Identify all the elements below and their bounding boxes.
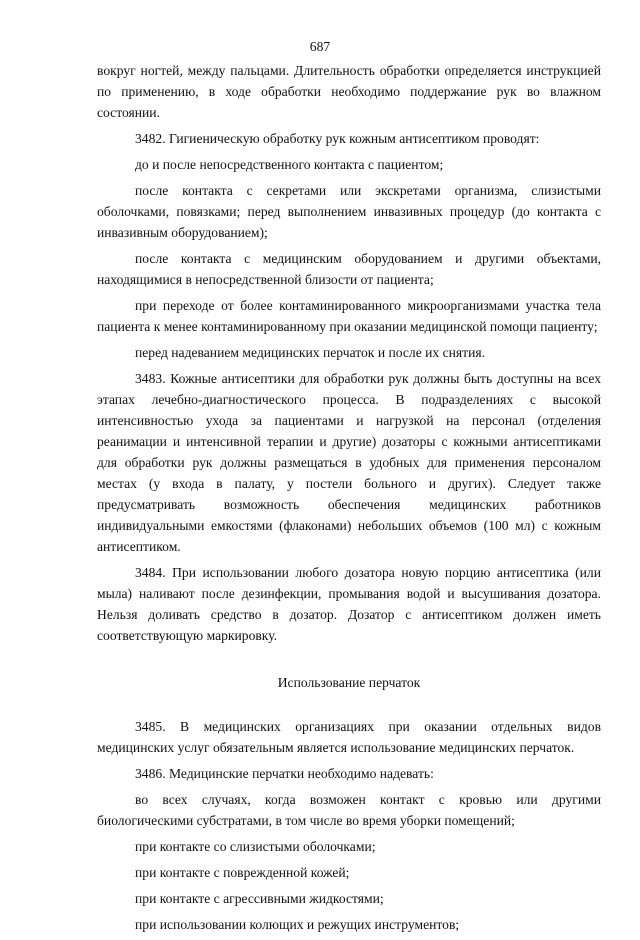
paragraph-3486: 3486. Медицинские перчатки необходимо надевать: [135, 766, 434, 781]
list-item: при контакте с агрессивными жидкостями; [135, 891, 384, 906]
list-item: перед надеванием медицинских перчаток и после их снятия. [135, 345, 486, 360]
list-item: после контакта с секретами или экскретами организма, слизистыми оболочками, повязками; перед выполнением инвазивных процедур (до контакта с инвазивным оборудованием); [97, 183, 601, 240]
paragraph-3483: 3483. Кожные антисептики для обработки рук должны быть доступны на всех этапах лечебно-диагностического процесса. В подразделениях с высокой интенсивностью ухода за пациентами и нагрузкой на персонал (отделения реанимации и интенсивной терапии и другие) дозаторы с кожными антисептиками для обработки рук должны размещаться в удобных для применения персоналом местах (у входа в палату, у постели больного и других). Следует также предусматривать возможность обеспечения медицинских работников индивидуальными емкостями (флаконами) небольших объемов (100 мл) с кожным антисептиком. [97, 371, 601, 554]
list-item: при контакте с поврежденной кожей; [135, 865, 350, 880]
list-item: при использовании колющих и режущих инструментов; [135, 917, 460, 932]
list-item: во всех случаях, когда возможен контакт с кровью или другими биологическими субстратами, в том числе во время уборки помещений; [97, 792, 601, 828]
document-body [97, 60, 601, 940]
section-heading: Использование перчаток [277, 675, 421, 690]
list-item: после контакта с медицинским оборудованием и другими объектами, находящимися в непосредственной близости от пациента; [97, 251, 601, 287]
paragraph-3484: 3484. При использовании любого дозатора новую порцию антисептика (или мыла) наливают после дезинфекции, промывания водой и высушивания дозатора. Нельзя доливать средство в дозатор. Дозатор с антисептиком должен иметь соответствующую маркировку. [97, 565, 601, 643]
list-item: до и после непосредственного контакта с пациентом; [135, 157, 444, 172]
list-item: при контакте со слизистыми оболочками; [135, 839, 376, 854]
paragraph-3482: 3482. Гигиеническую обработку рук кожным антисептиком проводят: [135, 131, 540, 146]
paragraph-3485: 3485. В медицинских организациях при оказании отдельных видов медицинских услуг обязательным является использование медицинских перчаток. [97, 719, 601, 755]
list-item: при переходе от более контаминированного микроорганизмами участка тела пациента к менее контаминированному при оказании медицинской помощи пациенту; [97, 298, 601, 334]
paragraph-continuation: вокруг ногтей, между пальцами. Длительность обработки определяется инструкцией по применению, в ходе обработки необходимо поддержание рук во влажном состоянии. [97, 63, 601, 120]
page-number: 687 [309, 39, 331, 54]
